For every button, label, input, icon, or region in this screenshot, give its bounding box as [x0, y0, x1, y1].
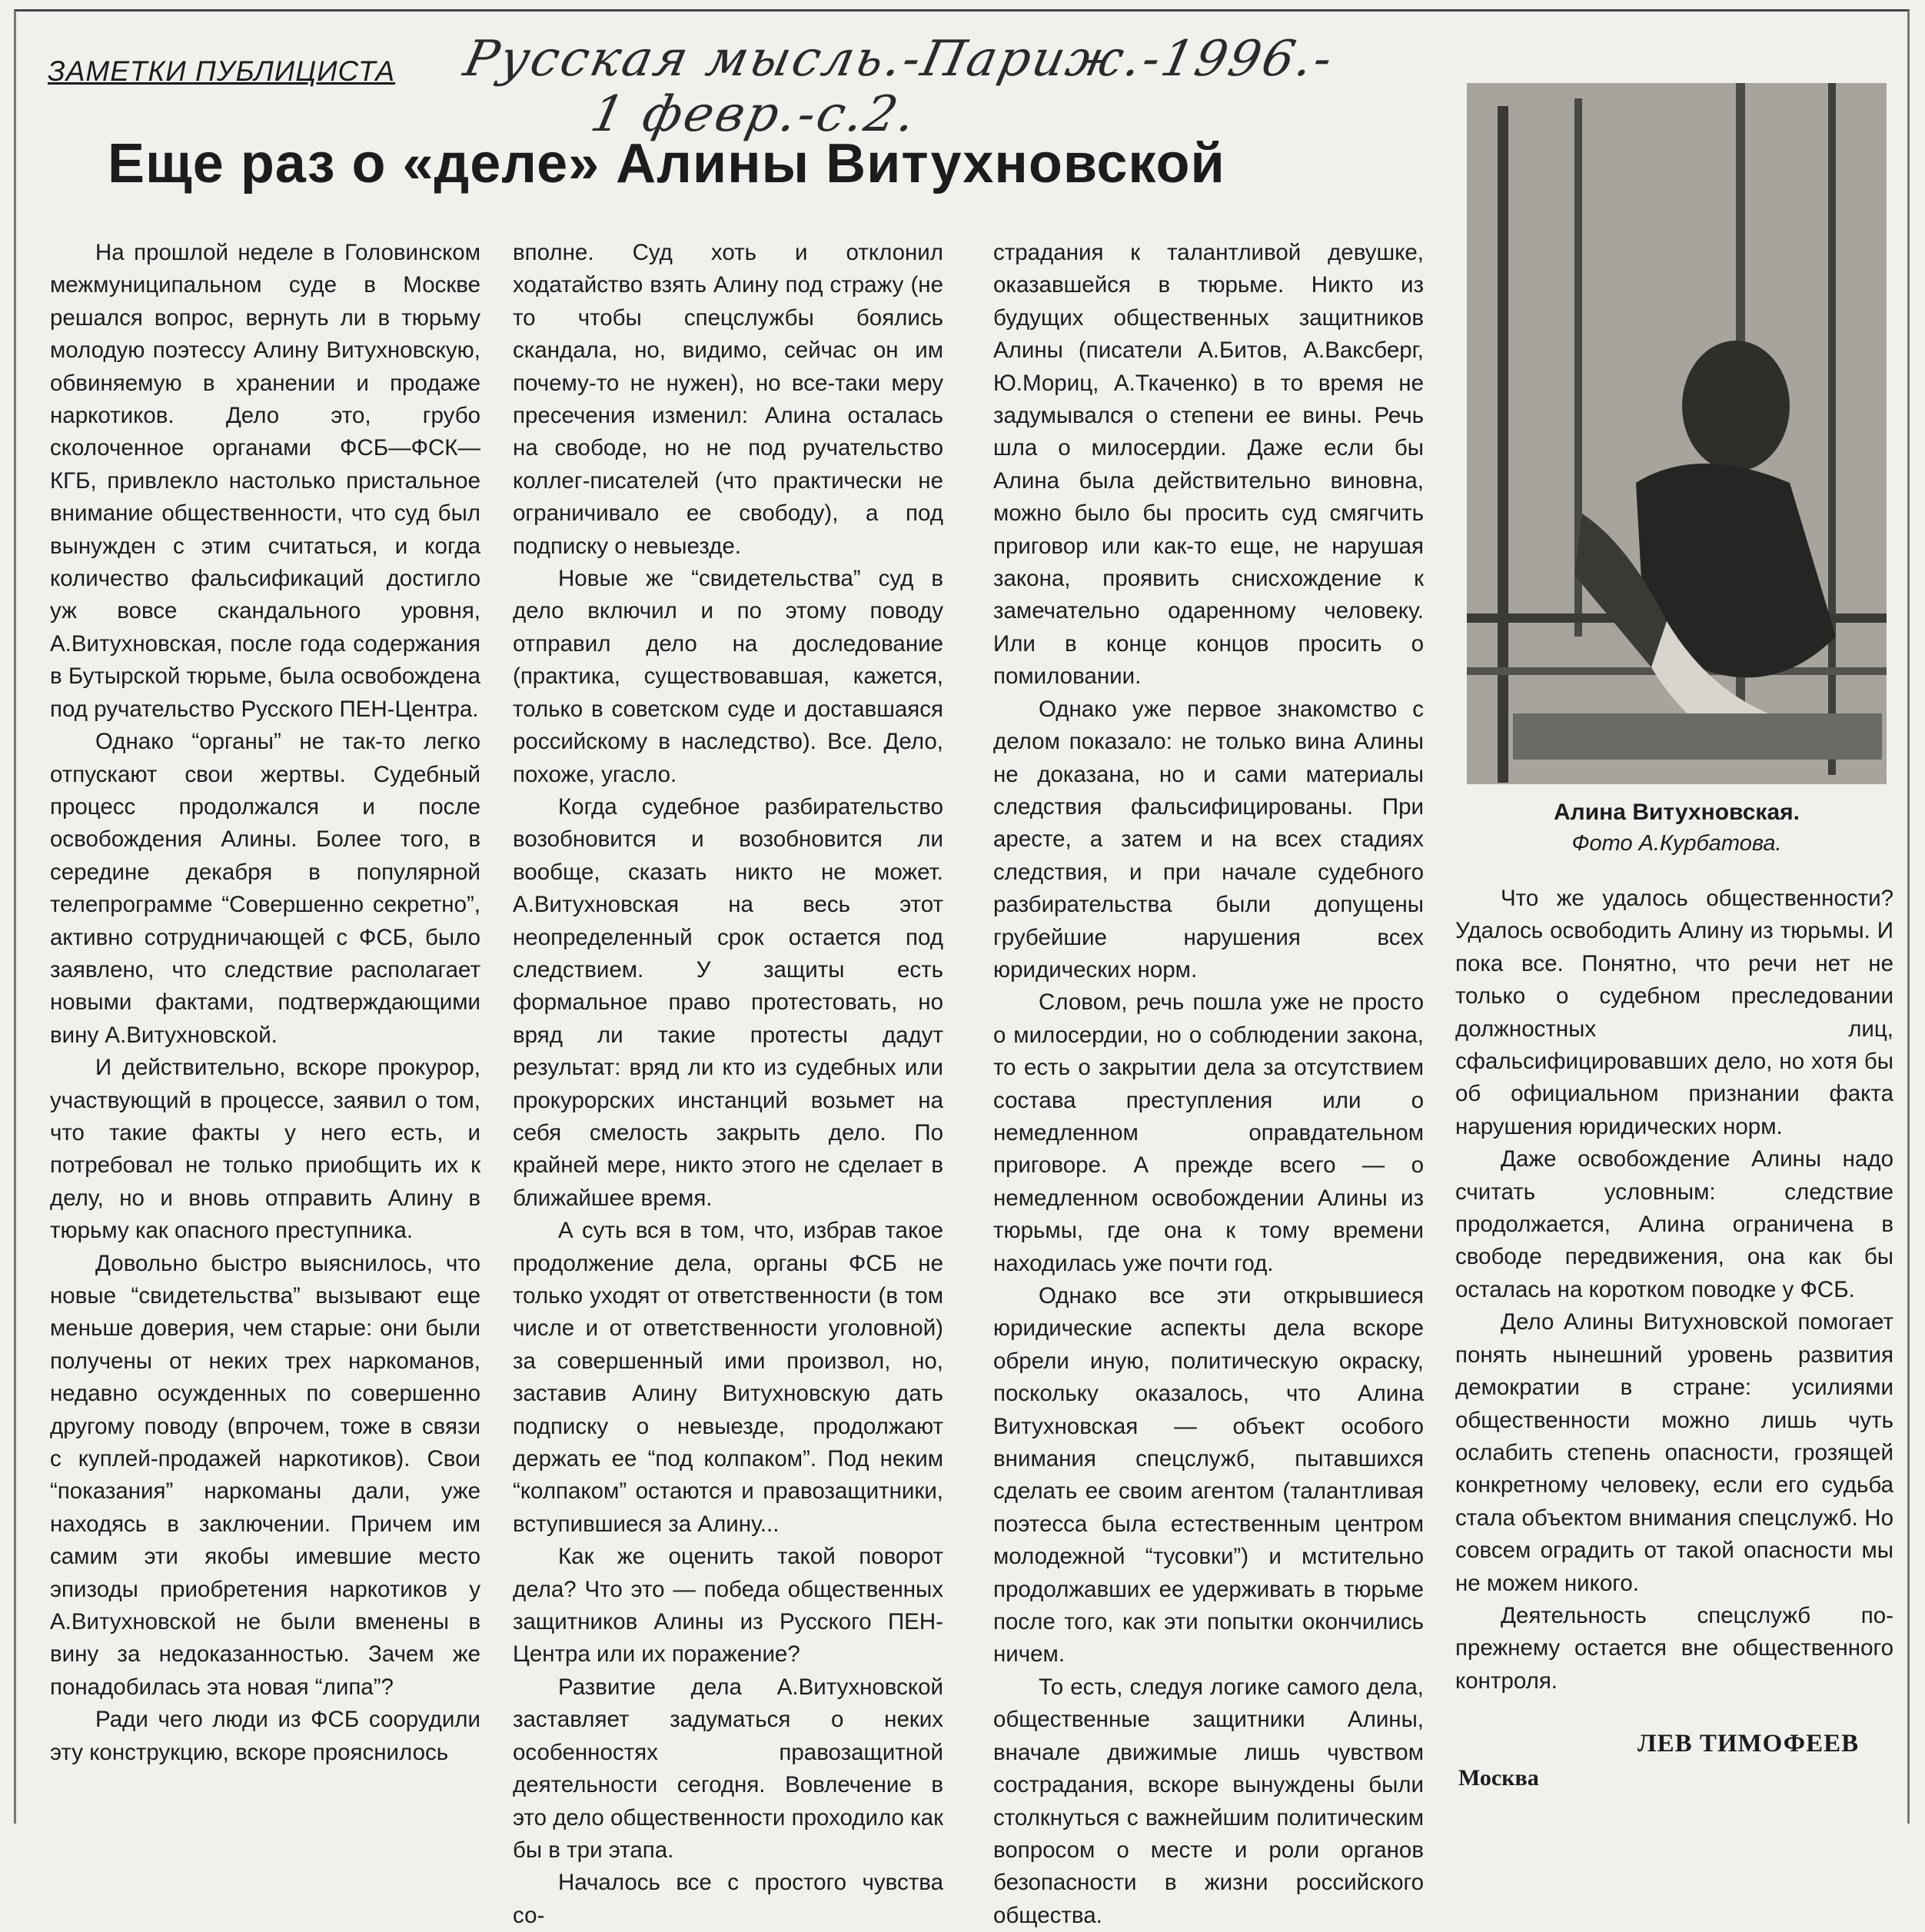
column-3 [993, 237, 1424, 1932]
headline: Еще раз о «деле» Алины Витухновской [108, 133, 1225, 195]
column-1 [50, 237, 480, 1769]
column-4 [1455, 883, 1893, 1698]
paragraph: Однако “органы” не так-то легко отпускают свои жертвы. Судебный процесс продолжался и после освобождения Алины. Более того, в середине декабря в популярной телепрограмме “Совершенно секретно”, активно сотрудничающей с ФСБ, было заявлено, что следствие располагает новыми фактами, подтверждающими вину А.Витухновской. [50, 729, 480, 1048]
paragraph: Что же удалось общественности? Удалось освободить Алину из тюрьмы. И пока все. Понятно, что речи нет не только о судебном преследовании должностных лиц, сфальсифицировавших дело, но хотя бы об официальном признании факта нарушения юридических норм. [1455, 886, 1893, 1139]
paragraph: Однако все эти открывшиеся юридические аспекты дела вскоре обрели иную, политическую окраску, поскольку оказалось, что Алина Витухновская — объект особого внимания спецслужб, пытавшихся сделать ее своим агентом (талантливая поэтесса была естественным центром молодежной “тусовки”) и мстительно продолжавших ее удерживать в тюрьме после того, как эти попытки окончились ничем. [993, 1283, 1424, 1668]
paragraph: То есть, следуя логике самого дела, общественные защитники Алины, вначале движимые лишь чувством сострадания, вскоре вынуждены были столкнуться с важнейшим политическим вопросом о месте и роли органов безопасности в жизни российского общества. [993, 1674, 1424, 1928]
dateline-city: Москва [1458, 1765, 1539, 1791]
paragraph: Началось все с простого чувства со- [513, 1870, 943, 1928]
handwritten-note-line1: Русская мысль.-Париж.-1996.- [459, 31, 1340, 88]
handwritten-note-line2: 1 февр.-с.2. [586, 86, 923, 143]
paragraph: вполне. Суд хоть и отклонил ходатайство взять Алину под стражу (не то чтобы спецслужбы боялись скандала, но, видимо, сейчас он им почему-то не нужен), но все-таки меру пресечения изменил: Алина осталась на свободе, но не под ручательство коллег-писателей (что практически не ограничивало ее свободу), а под подписку о невыезде. [513, 240, 943, 559]
paragraph: А суть вся в том, что, избрав такое продолжение дела, органы ФСБ не только уходят от ответственности (в том числе и от ответственности уголовной) за совершенный ими произвол, но, заставив Алину Витухновскую дать подписку о невыезде, продолжают держать ее “под колпаком”. Под неким “колпаком” остаются и правозащитники, вступившиеся за Алину... [513, 1218, 943, 1537]
paragraph: страдания к талантливой девушке, оказавшейся в тюрьме. Никто из будущих общественных защитников Алины (писатели А.Битов, А.Ваксберг, Ю.Мориц, А.Ткаченко) в то время не задумывался о степени ее вины. Речь шла о милосердии. Даже если бы Алина была действительно виновна, можно было бы просить суд смягчить приговор или как-то еще, не нарушая закона, проявить снисхождение к замечательно одаренному человеку. Или в конце концов просить о помиловании. [993, 240, 1424, 690]
column-2 [513, 237, 943, 1932]
paragraph: Деятельность спецслужб по-прежнему остается вне общественного контроля. [1455, 1602, 1893, 1694]
portrait-photo [1467, 83, 1887, 784]
paragraph: Новые же “свидетельства” суд в дело включил и по этому поводу отправил дело на доследование (практика, существовавшая, кажется, только в советском суде и доставшаяся российскому в наследство). Все. Дело, похоже, угасло. [513, 566, 943, 787]
photo-caption-name: Алина Витухновская. [1554, 800, 1800, 825]
photo-caption-credit: Фото А.Курбатова. [1571, 831, 1782, 856]
paragraph: Как же оценить такой поворот дела? Что это — победа общественных защитников Алины из Русского ПЕН-Центра или их поражение? [513, 1544, 943, 1668]
paragraph: Дело Алины Витухновской помогает понять нынешний уровень развития демократии в стране: усилиями общественности можно лишь чуть ослабить степень опасности, грозящей конкретному человеку, если его судьба стала объектом внимания спецслужб. Но совсем оградить от такой опасности мы не можем никого. [1455, 1309, 1893, 1596]
paragraph: Довольно быстро выяснилось, что новые “свидетельства” вызывают еще меньше доверия, чем старые: они были получены от неких трех наркоманов, недавно осужденных по совершенно другому поводу (впрочем, тоже в связи с куплей-продажей наркотиков). Свои “показания” наркоманы дали, уже находясь в заключении. Причем им самим эти якобы имевшие место эпизоды приобретения наркотиков у А.Витухновской не были вменены в вину за недоказанностью. Зачем же понадобилась эта новая “липа”? [50, 1250, 480, 1700]
paragraph: Даже освобождение Алины надо считать условным: следствие продолжается, Алина ограничена в свободе передвижения, она как бы осталась на коротком поводке у ФСБ. [1455, 1146, 1893, 1302]
paragraph: И действительно, вскоре прокурор, участвующий в процессе, заявил о том, что такие факты у него есть, и потребовал не только приобщить их к делу, но и вновь отправить Алину в тюрьму как опасного преступника. [50, 1055, 480, 1244]
author-signature: ЛЕВ ТИМОФЕЕВ [1637, 1730, 1860, 1757]
photo-illustration [1467, 83, 1887, 784]
paragraph: Развитие дела А.Витухновской заставляет задуматься о неких особенностях правозащитной деятельности сегодня. Вовлечение в это дело общественности проходило как бы в три этапа. [513, 1674, 943, 1863]
paragraph: Словом, речь пошла уже не просто о милосердии, но о соблюдении закона, то есть о закрытии дела за отсутствием состава преступления или о немедленном оправдательном приговоре. А прежде всего — о немедленном освобождении Алины из тюрьмы, где она к тому времени находилась уже почти год. [993, 989, 1424, 1276]
paragraph: На прошлой неделе в Головинском межмуниципальном суде в Москве решался вопрос, вернуть ли в тюрьму молодую поэтессу Алину Витухновскую, обвиняемую в хранении и продаже наркотиков. Дело это, грубо сколоченное органами ФСБ—ФСК—КГБ, привлекло настолько пристальное внимание общественности, что суд был вынужден с этим считаться, и когда количество фальсификаций достигло уж вовсе скандального уровня, А.Витухновская, после года содержания в Бутырской тюрьме, была освобождена под ручательство Русского ПЕН-Центра. [50, 240, 480, 722]
paragraph: Однако уже первое знакомство с делом показало: не только вина Алины не доказана, но и сами материалы следствия фальсифицированы. При аресте, а затем и на всех стадиях следствия, и при начале судебного разбирательства были допущены грубейшие нарушения всех юридических норм. [993, 696, 1424, 983]
paragraph: Ради чего люди из ФСБ соорудили эту конструкцию, вскоре прояснилось [50, 1707, 480, 1765]
rubric: ЗАМЕТКИ ПУБЛИЦИСТА [48, 55, 396, 87]
paragraph: Когда судебное разбирательство возобновится и возобновится ли вообще, сказать никто не может. А.Витухновская на весь этот неопределенный срок остается под следствием. У защиты есть формальное право протестовать, но вряд ли такие протесты дадут результат: вряд ли кто из судебных или прокурорских инстанций возьмет на себя смелость закрыть дело. По крайней мере, никто этого не сделает в ближайшее время. [513, 793, 943, 1211]
